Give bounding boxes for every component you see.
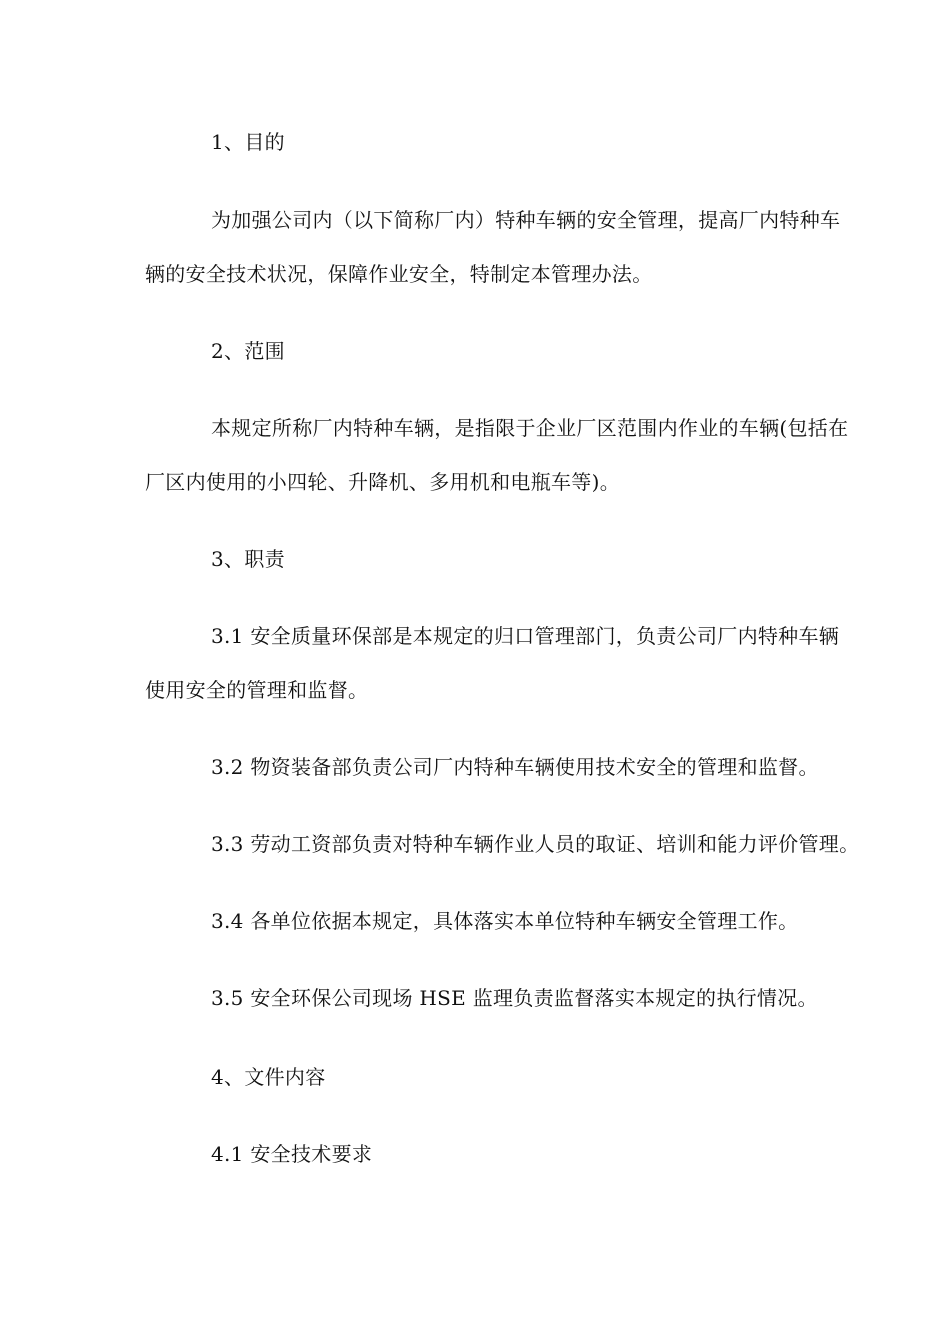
section-3-2: 3.2 物资装备部负责公司厂内特种车辆使用技术安全的管理和监督。 — [211, 755, 819, 779]
section-3-1-line-2: 使用安全的管理和监督。 — [145, 678, 369, 702]
section-3-5: 3.5 安全环保公司现场 HSE 监理负责监督落实本规定的执行情况。 — [211, 986, 818, 1010]
section-4-heading: 4、文件内容 — [211, 1065, 326, 1089]
section-3-3: 3.3 劳动工资部负责对特种车辆作业人员的取证、培训和能力评价管理。 — [211, 832, 860, 856]
section-4-1-heading: 4.1 安全技术要求 — [211, 1142, 373, 1166]
section-1-heading: 1、目的 — [211, 130, 285, 154]
section-1-paragraph-line-2: 辆的安全技术状况，保障作业安全，特制定本管理办法。 — [145, 262, 653, 286]
section-2-paragraph-line-1: 本规定所称厂内特种车辆，是指限于企业厂区范围内作业的车辆(包括在 — [211, 416, 849, 440]
section-3-4: 3.4 各单位依据本规定，具体落实本单位特种车辆安全管理工作。 — [211, 909, 799, 933]
section-1-paragraph-line-1: 为加强公司内（以下简称厂内）特种车辆的安全管理，提高厂内特种车 — [211, 208, 841, 232]
section-3-1-line-1: 3.1 安全质量环保部是本规定的归口管理部门，负责公司厂内特种车辆 — [211, 624, 840, 648]
section-3-heading: 3、职责 — [211, 547, 285, 571]
section-2-heading: 2、范围 — [211, 339, 285, 363]
section-2-paragraph-line-2: 厂区内使用的小四轮、升降机、多用机和电瓶车等)。 — [145, 470, 621, 494]
